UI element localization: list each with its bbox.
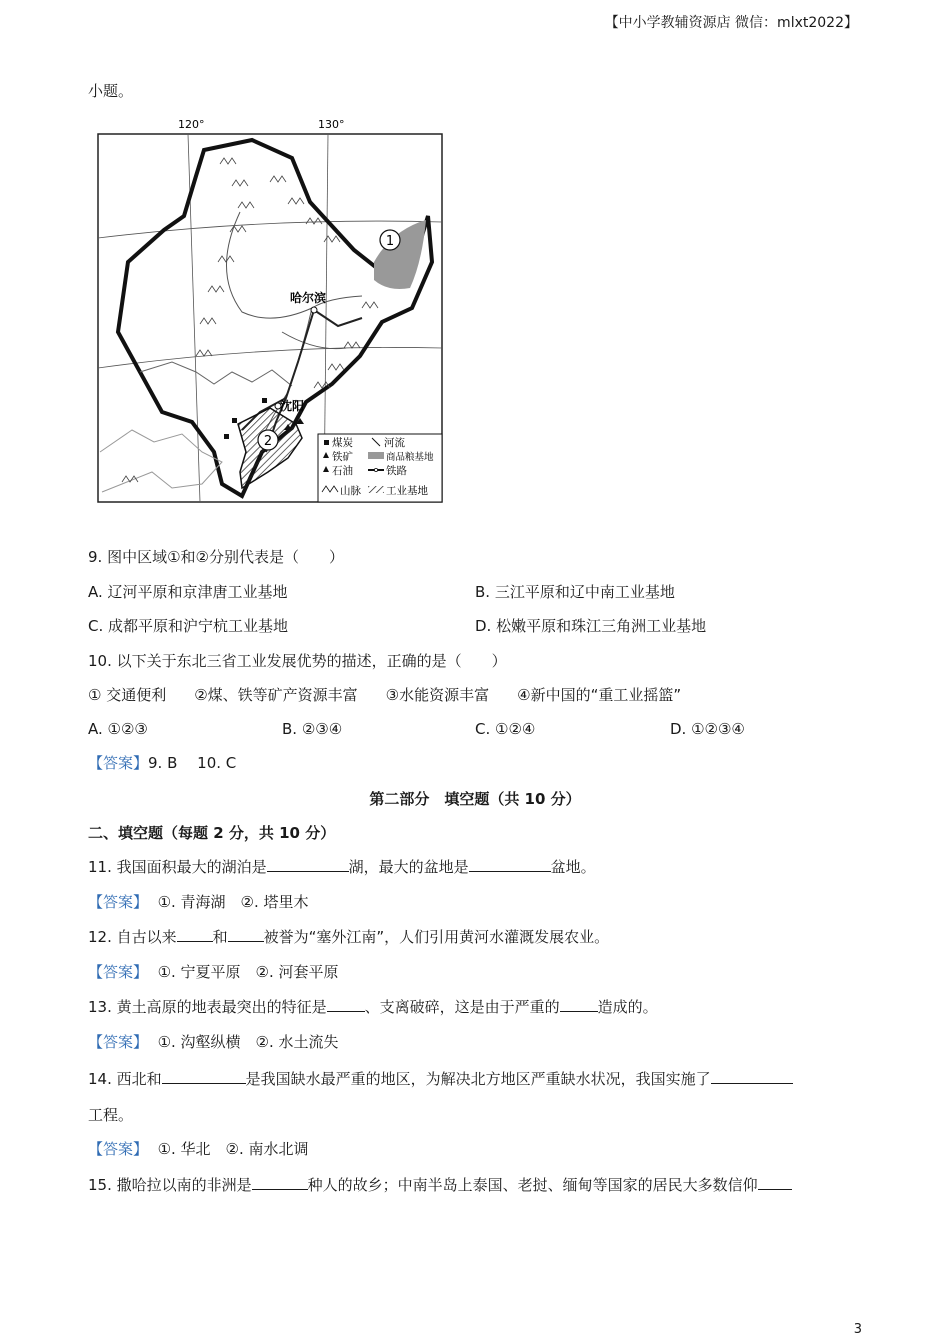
q10-item-1: ① 交通便利 <box>88 686 167 704</box>
intro-text: 小题。 <box>88 82 134 100</box>
answer-12 <box>88 961 339 983</box>
q12-text-1: 12. 自古以来 <box>88 928 177 946</box>
legend-oil: 石油 <box>332 465 353 477</box>
q13-text-2: 、支离破碎，这是由于严重的 <box>364 998 560 1016</box>
legend-mountain: 山脉 <box>340 485 361 497</box>
answer-11 <box>88 891 309 913</box>
q13-text-1: 13. 黄土高原的地表最突出的特征是 <box>88 998 327 1016</box>
q14-blank-1 <box>162 1069 246 1084</box>
section2-heading: 二、填空题（每题 2 分，共 10 分） <box>88 824 336 842</box>
q11-text-1: 11. 我国面积最大的湖泊是 <box>88 858 267 876</box>
legend-iron: 铁矿 <box>332 451 353 463</box>
q9-option-b: B. 三江平原和辽中南工业基地 <box>475 583 675 601</box>
q15-text-1: 15. 撒哈拉以南的非洲是 <box>88 1176 252 1194</box>
region-1-grain-base <box>374 220 426 289</box>
q10-option-d: D. ①②③④ <box>670 720 745 738</box>
lon-label-130: 130° <box>318 118 345 131</box>
answer-9-10-text: 9. B 10. C <box>148 754 237 772</box>
q14 <box>88 1068 793 1090</box>
q9-option-a: A. 辽河平原和京津唐工业基地 <box>88 583 288 601</box>
northeast-china-map <box>92 112 448 508</box>
city-shenyang: 沈阳 <box>280 399 305 413</box>
q13 <box>88 996 658 1018</box>
legend-coal: 煤炭 <box>332 437 353 449</box>
q13-blank-2 <box>560 997 598 1012</box>
q15 <box>88 1174 792 1196</box>
city-harbin: 哈尔滨 <box>290 291 327 305</box>
q12-blank-2 <box>228 927 264 942</box>
map-legend <box>318 434 442 502</box>
answer-13-text: ①. 沟壑纵横 ②. 水土流失 <box>157 1033 339 1051</box>
q12-text-2: 和 <box>212 928 228 946</box>
q12-text-3: 被誉为“塞外江南”，人们引用黄河水灌溉发展农业。 <box>263 928 610 946</box>
q9-option-d: D. 松嫩平原和珠江三角洲工业基地 <box>475 617 707 635</box>
region-1-marker: 1 <box>385 234 395 249</box>
q13-blank-1 <box>327 997 365 1012</box>
q11-blank-2 <box>469 857 551 872</box>
q12-blank-1 <box>177 927 213 942</box>
header-tag: 【中小学教辅资源店 微信：mlxt2022】 <box>604 15 858 31</box>
answer-tag: 【答案】 <box>88 1033 149 1051</box>
answer-14-text: ①. 华北 ②. 南水北调 <box>157 1140 309 1158</box>
q10-stem: 10. 以下关于东北三省工业发展优势的描述，正确的是（ ） <box>88 652 507 670</box>
answer-11-text: ①. 青海湖 ②. 塔里木 <box>157 893 309 911</box>
q15-blank-1 <box>252 1175 308 1190</box>
q13-text-3: 造成的。 <box>597 998 658 1016</box>
q11-text-2: 湖，最大的盆地是 <box>348 858 469 876</box>
lon-label-120: 120° <box>178 118 205 131</box>
page-number: 3 <box>853 1322 862 1337</box>
region-2-marker: 2 <box>263 434 273 449</box>
q9-option-c: C. 成都平原和沪宁杭工业基地 <box>88 617 289 635</box>
q10-option-b: B. ②③④ <box>282 720 343 738</box>
part2-title: 第二部分 填空题（共 10 分） <box>369 790 581 808</box>
q14-text-1: 14. 西北和 <box>88 1070 162 1088</box>
answer-tag: 【答案】 <box>88 1140 149 1158</box>
q10-item-3: ③水能资源丰富 <box>385 686 490 704</box>
q10-item-2: ②煤、铁等矿产资源丰富 <box>194 686 358 704</box>
legend-grain-base: 商品粮基地 <box>386 452 434 463</box>
legend-industrial-base: 工业基地 <box>386 485 428 497</box>
q10-items <box>88 684 681 706</box>
q9-stem: 9. 图中区域①和②分别代表是（ ） <box>88 548 344 566</box>
answer-tag: 【答案】 <box>88 893 149 911</box>
q12 <box>88 926 609 948</box>
q15-blank-2 <box>758 1175 792 1190</box>
q10-option-a: A. ①②③ <box>88 720 148 738</box>
q11-text-3: 盆地。 <box>550 858 596 876</box>
answer-9-10 <box>88 752 236 774</box>
q10-option-c: C. ①②④ <box>475 720 536 738</box>
q14-blank-2 <box>711 1069 793 1084</box>
answer-14 <box>88 1138 309 1160</box>
answer-13 <box>88 1031 339 1053</box>
q11-blank-1 <box>267 857 349 872</box>
q11 <box>88 856 596 878</box>
q15-text-2: 种人的故乡；中南半岛上泰国、老挝、缅甸等国家的居民大多数信仰 <box>307 1176 758 1194</box>
answer-12-text: ①. 宁夏平原 ②. 河套平原 <box>157 963 339 981</box>
answer-tag: 【答案】 <box>88 963 149 981</box>
q14-continued: 工程。 <box>88 1106 134 1124</box>
legend-railway: 铁路 <box>386 465 407 477</box>
q14-text-2: 是我国缺水最严重的地区，为解决北方地区严重缺水状况，我国实施了 <box>245 1070 711 1088</box>
answer-tag: 【答案】 <box>88 754 149 772</box>
q10-item-4: ④新中国的“重工业摇篮” <box>517 686 682 704</box>
legend-river: 河流 <box>384 437 405 449</box>
